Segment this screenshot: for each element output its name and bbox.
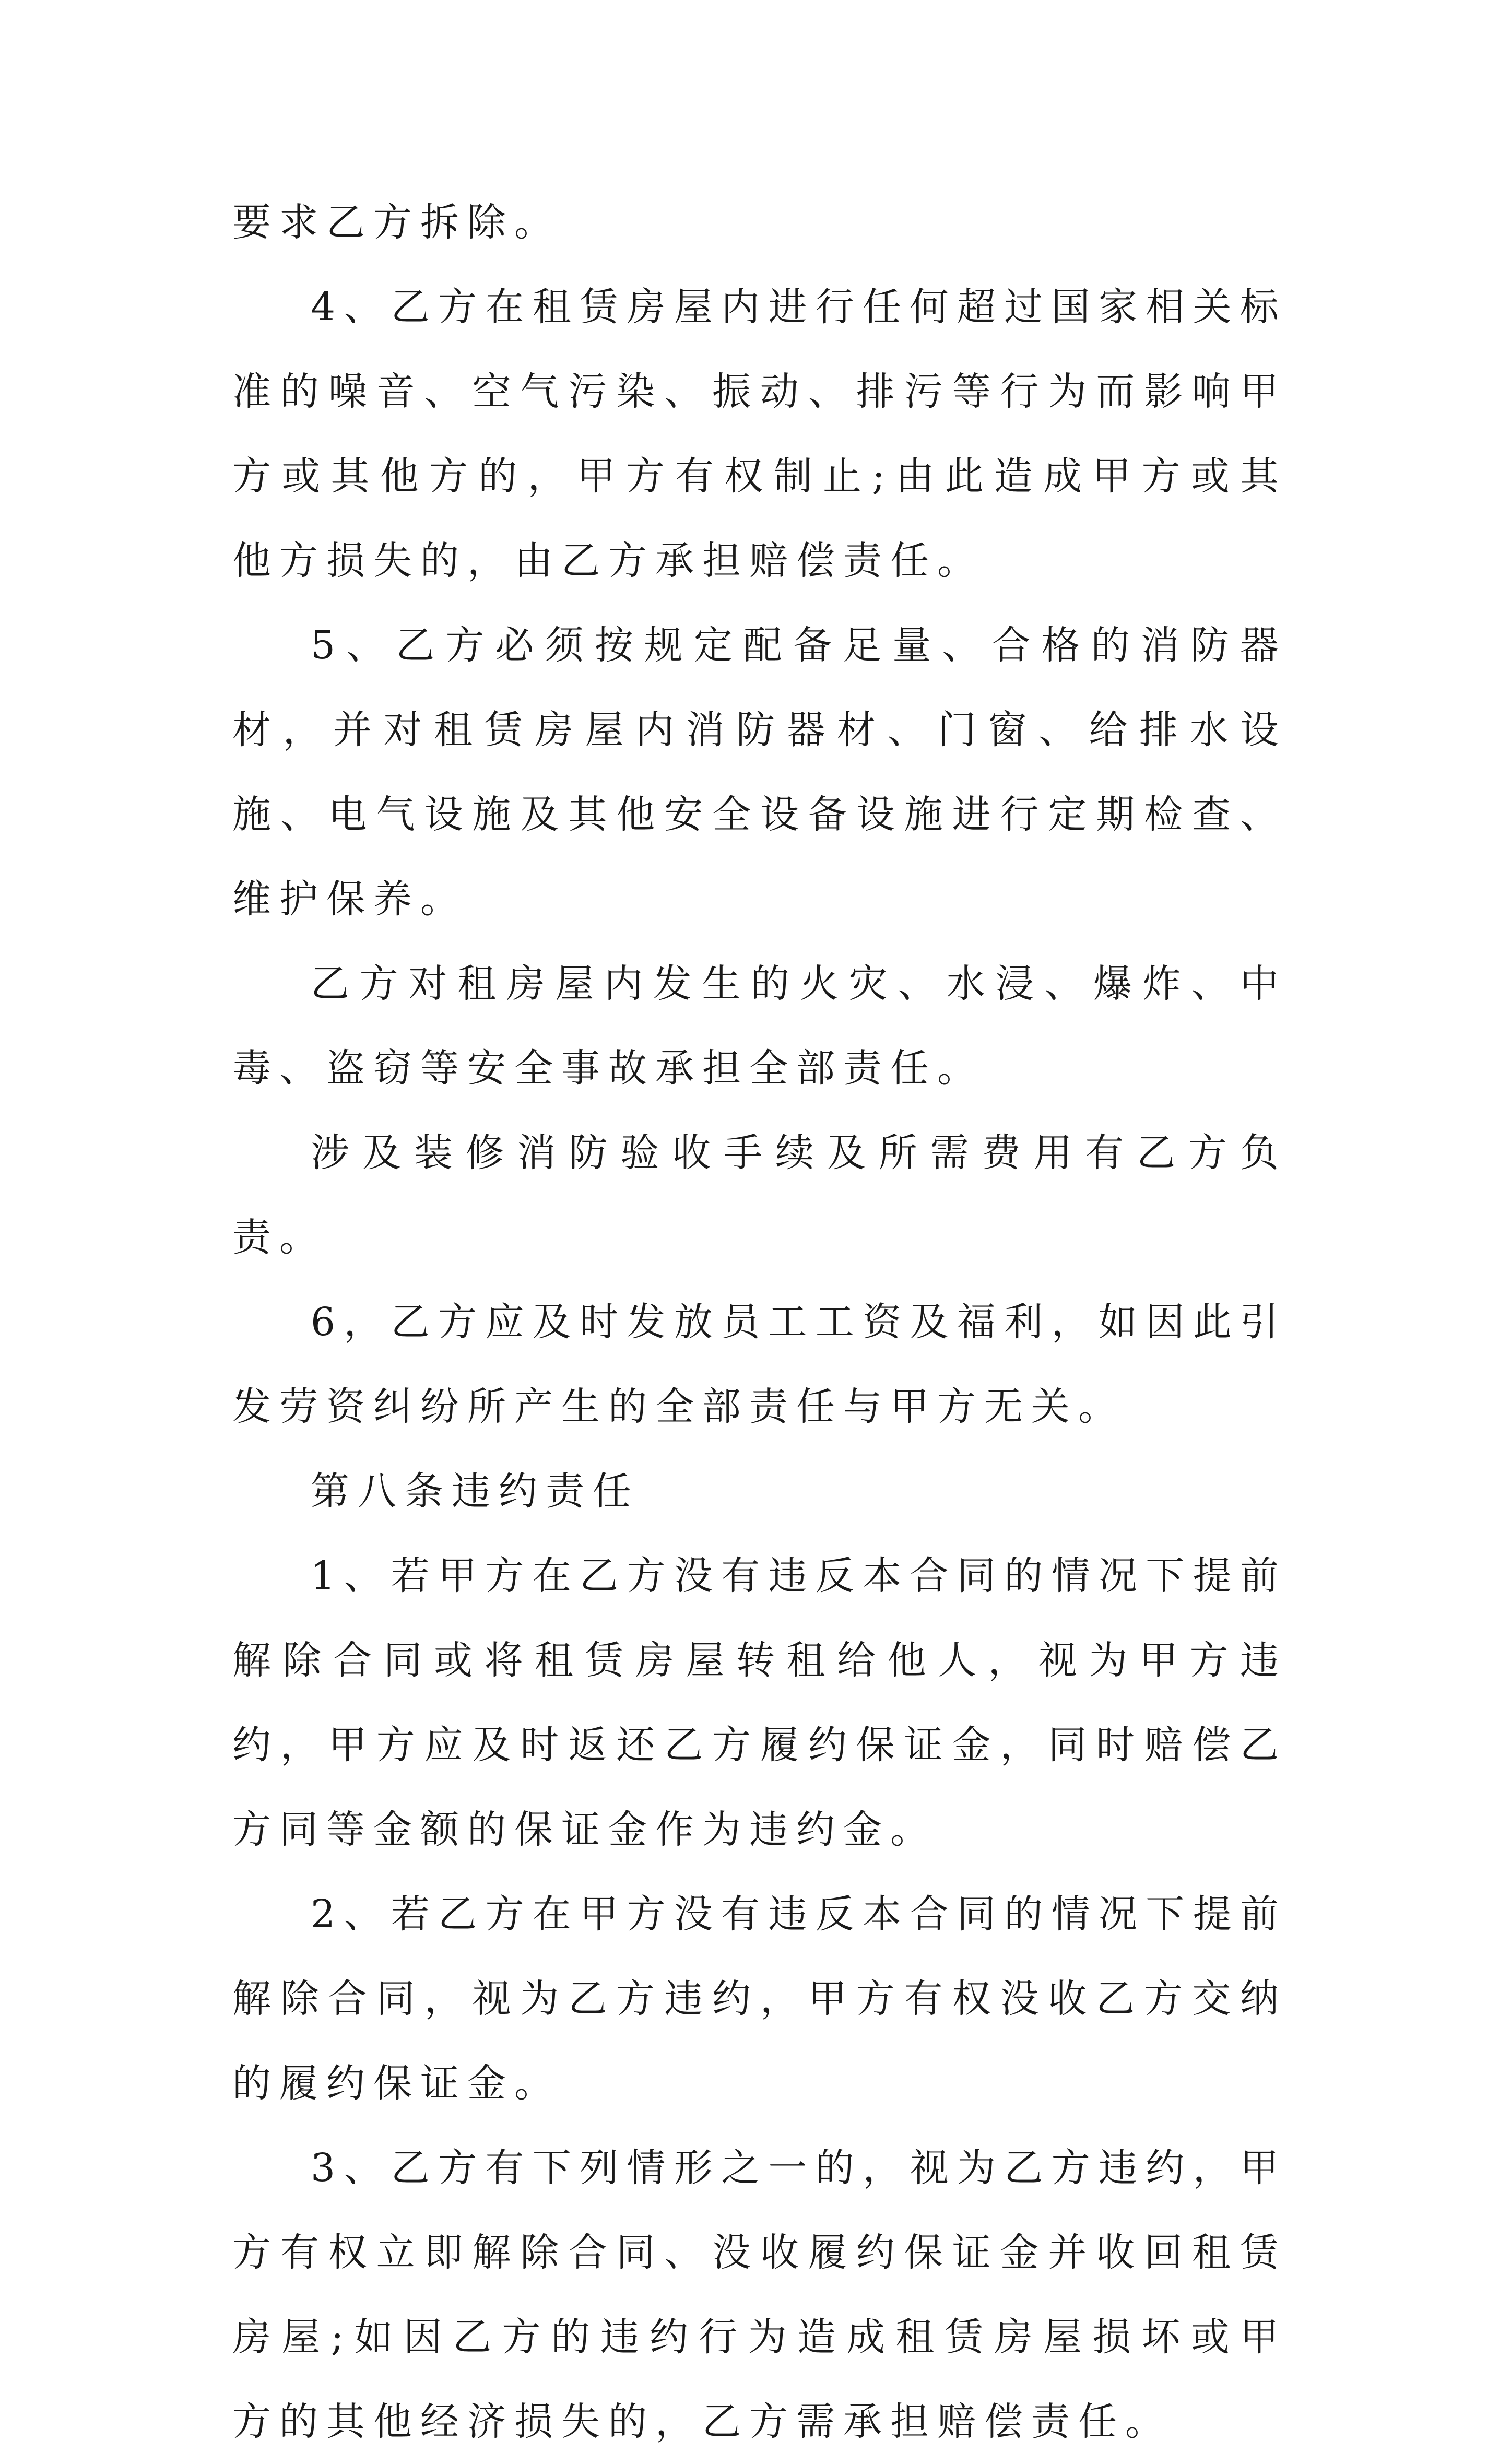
paragraph-fire-inspection: 涉及装修消防验收手续及所需费用有乙方负责。 bbox=[232, 1130, 1287, 1260]
document-body bbox=[232, 180, 1287, 2464]
section-heading-article-8: 第八条违约责任 bbox=[311, 1469, 640, 1514]
paragraph-safety-liability: 乙方对租房屋内发生的火灾、水浸、爆炸、中毒、盗窃等安全事故承担全部责任。 bbox=[232, 961, 1287, 1091]
paragraph-clause-4: 4、乙方在租赁房屋内进行任何超过国家相关标准的噪音、空气污染、振动、排污等行为而影响甲方或其他方的，甲方有权制止;由此造成甲方或其他方损失的，由乙方承担赔偿责任。 bbox=[232, 285, 1287, 583]
paragraph-clause-5: 5、乙方必须按规定配备足量、合格的消防器材，并对租赁房屋内消防器材、门窗、给排水设施、电气设施及其他安全设备设施进行定期检查、维护保养。 bbox=[232, 623, 1287, 922]
paragraph-clause-6: 6，乙方应及时发放员工工资及福利，如因此引发劳资纠纷所产生的全部责任与甲方无关。 bbox=[232, 1300, 1287, 1429]
paragraph-breach-3: 3、乙方有下列情形之一的，视为乙方违约，甲方有权立即解除合同、没收履约保证金并收回租赁房屋;如因乙方的违约行为造成租赁房屋损坏或甲方的其他经济损失的，乙方需承担赔偿责任。 bbox=[232, 2145, 1287, 2444]
paragraph-breach-2: 2、若乙方在甲方没有违反本合同的情况下提前解除合同，视为乙方违约，甲方有权没收乙方交纳的履约保证金。 bbox=[232, 1892, 1287, 2106]
paragraph-breach-1: 1、若甲方在乙方没有违反本合同的情况下提前解除合同或将租赁房屋转租给他人，视为甲方违约，甲方应及时返还乙方履约保证金，同时赔偿乙方同等金额的保证金作为违约金。 bbox=[232, 1553, 1287, 1852]
paragraph-continuation: 要求乙方拆除。 bbox=[232, 200, 561, 245]
